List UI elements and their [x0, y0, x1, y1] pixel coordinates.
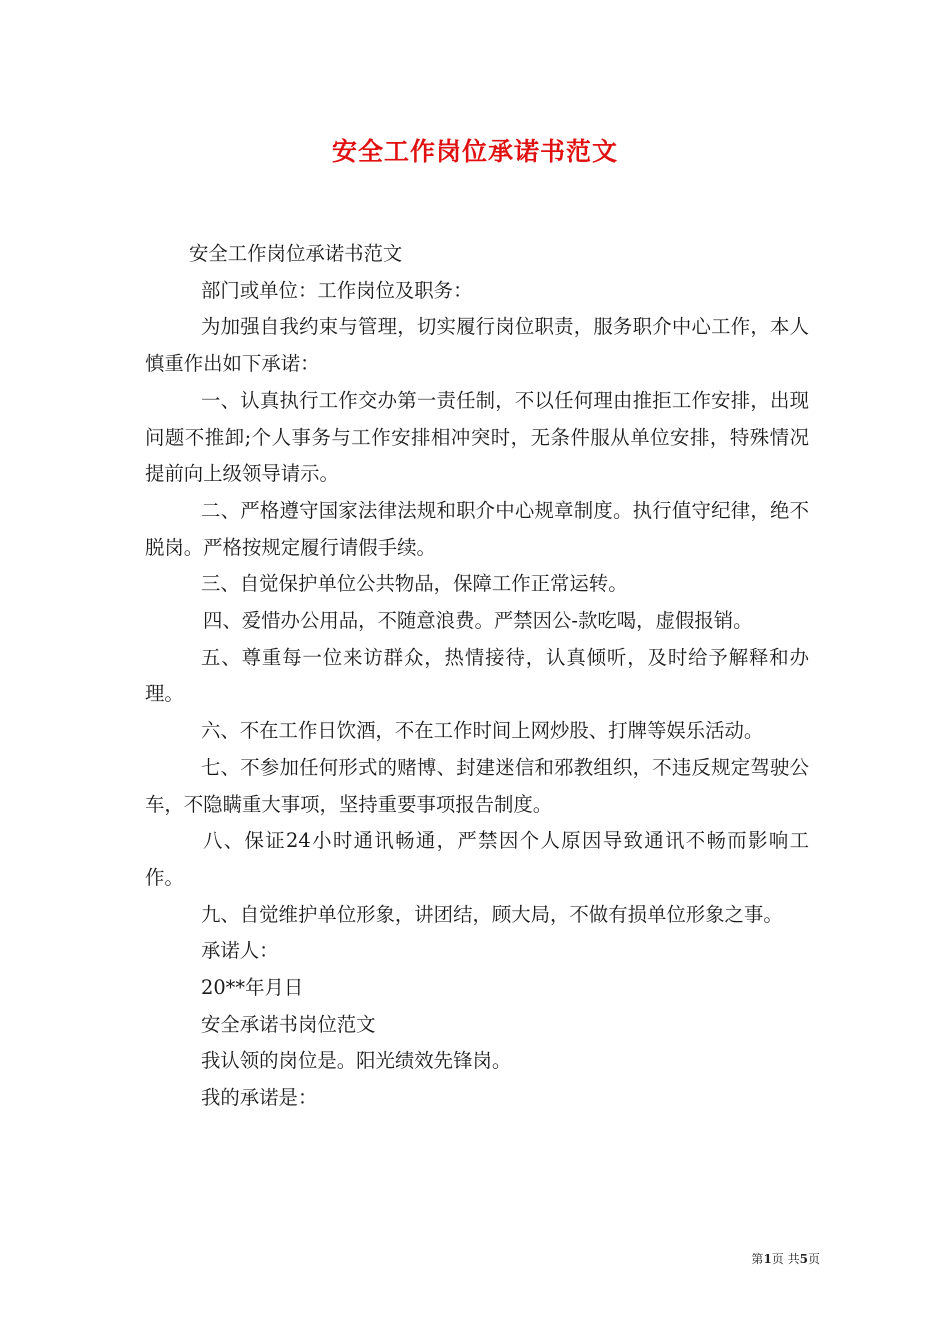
- paragraph-date: 20**年月日: [201, 976, 304, 1000]
- paragraph-item-1: 一、认真执行工作交办第一责任制，不以任何理由推拒工作安排，出现问题不推卸;个人事务与工作安排相冲突时，无条件服从单位安排，特殊情况提前向上级领导请示。: [145, 388, 809, 486]
- paragraph-subtitle: 安全承诺书岗位范文: [201, 1012, 376, 1036]
- footer-prefix: 第: [751, 1252, 764, 1266]
- paragraph-promise: 我的承诺是：: [201, 1086, 318, 1110]
- paragraph-heading: 安全工作岗位承诺书范文: [189, 242, 403, 265]
- paragraph-item-7: 七、不参加任何形式的赌博、封建迷信和邪教组织，不违反规定驾驶公车，不隐瞒重大事项，坚持重要事项报告制度。: [145, 755, 809, 816]
- footer-total-pages: 5: [799, 1252, 808, 1266]
- footer-current-page: 1: [763, 1252, 772, 1266]
- document-title: 安全工作岗位承诺书范文: [331, 137, 618, 166]
- paragraph-item-3: 三、自觉保护单位公共物品，保障工作正常运转。: [201, 572, 628, 596]
- footer-middle: 页 共: [771, 1252, 800, 1266]
- paragraph-post: 我认领的岗位是。阳光绩效先锋岗。: [201, 1049, 512, 1073]
- paragraph-department: 部门或单位：工作岗位及职务：: [201, 278, 473, 302]
- document-body: [145, 236, 809, 1117]
- paragraph-signer: 承诺人：: [201, 939, 279, 963]
- paragraph-item-6: 六、不在工作日饮酒，不在工作时间上网炒股、打牌等娱乐活动。: [201, 719, 764, 743]
- paragraph-item-4: 四、爱惜办公用品，不随意浪费。严禁因公-款吃喝，虚假报销。: [203, 609, 753, 633]
- paragraph-intro: 为加强自我约束与管理，切实履行岗位职责，服务职介中心工作，本人慎重作出如下承诺：: [145, 315, 809, 376]
- paragraph-item-2: 二、严格遵守国家法律法规和职介中心规章制度。执行值守纪律，绝不脱岗。严格按规定履行请假手续。: [145, 498, 809, 559]
- footer-suffix: 页: [807, 1252, 820, 1266]
- paragraph-item-5: 五、尊重每一位来访群众，热情接待，认真倾听，及时给予解释和办理。: [145, 645, 809, 706]
- page-footer: [700, 1250, 820, 1267]
- paragraph-item-8: 八、保证24小时通讯畅通，严禁因个人原因导致通讯不畅而影响工作。: [145, 829, 809, 889]
- paragraph-item-9: 九、自觉维护单位形象，讲团结，顾大局，不做有损单位形象之事。: [201, 902, 783, 926]
